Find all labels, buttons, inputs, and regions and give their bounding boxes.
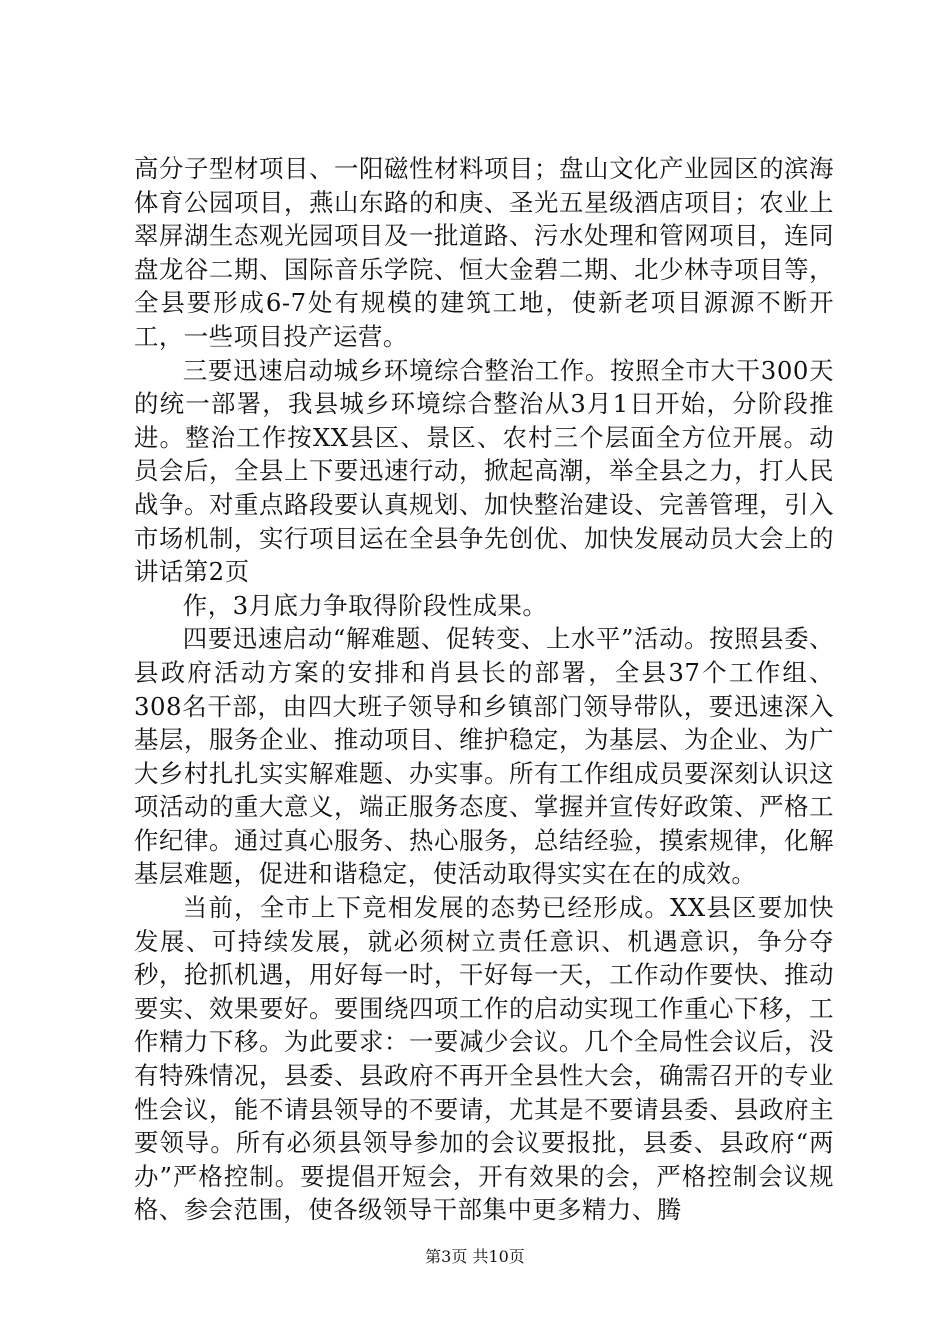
paragraph: 作，3月底力争取得阶段性成果。 <box>182 590 548 620</box>
paragraph: 高分子型材项目、一阳磁性材料项目；盘山文化产业园区的滨海体育公园项目，燕山东路的和庚、圣光五星级酒店项目；农业上翠屏湖生态观光园项目及一批道路、污水处理和管网项目，连同盘龙谷二期、国际音乐学院、恒大金碧二期、北少林寺项目等，全县要形成6-7处有规模的建筑工地，使新老项目源源不断开工，一些项目投产运营。 <box>134 154 834 351</box>
paragraph: 当前，全市上下竞相发展的态势已经形成。XX县区要加快发展、可持续发展，就必须树立责任意识、机遇意识，争分夺秒，抢抓机遇，用好每一时，干好每一天，工作动作要快、推动要实、效果要好。要围绕四项工作的启动实现工作重心下移，工作精力下移。为此要求：一要减少会议。几个全局性会议后，没有特殊情况，县委、县政府不再开全县性大会，确需召开的专业性会议，能不请县领导的不要请，尤其是不要请县委、县政府主要领导。所有必须县领导参加的会议要报批，县委、县政府“两办”严格控制。要提倡开短会，开有效果的会，严格控制会议规格、参会范围，使各级领导干部集中更多精力、腾 <box>134 893 834 1225</box>
page-footer: 第3页 共10页 <box>425 1247 525 1266</box>
document-body <box>134 152 834 1227</box>
paragraph: 四要迅速启动“解难题、促转变、上水平”活动。按照县委、县政府活动方案的安排和肖县长的部署，全县37个工作组、308名干部，由四大班子领导和乡镇部门领导带队，要迅速深入基层，服务企业、推动项目、维护稳定，为基层、为企业、为广大乡村扎扎实实解难题、办实事。所有工作组成员要深刻认识这项活动的重大意义，端正服务态度、掌握并宣传好政策、严格工作纪律。通过真心服务、热心服务，总结经验，摸索规律，化解基层难题，促进和谐稳定，使活动取得实实在在的成效。 <box>134 624 834 889</box>
paragraph: 三要迅速启动城乡环境综合整治工作。按照全市大干300天的统一部署，我县城乡环境综合整治从3月1日开始，分阶段推进。整治工作按XX县区、景区、农村三个层面全方位开展。动员会后，全县上下要迅速行动，掀起高潮，举全县之力，打人民战争。对重点路段要认真规划、加快整治建设、完善管理，引入市场机制，实行项目运在全县争先创优、加快发展动员大会上的讲话第2页 <box>134 355 834 587</box>
